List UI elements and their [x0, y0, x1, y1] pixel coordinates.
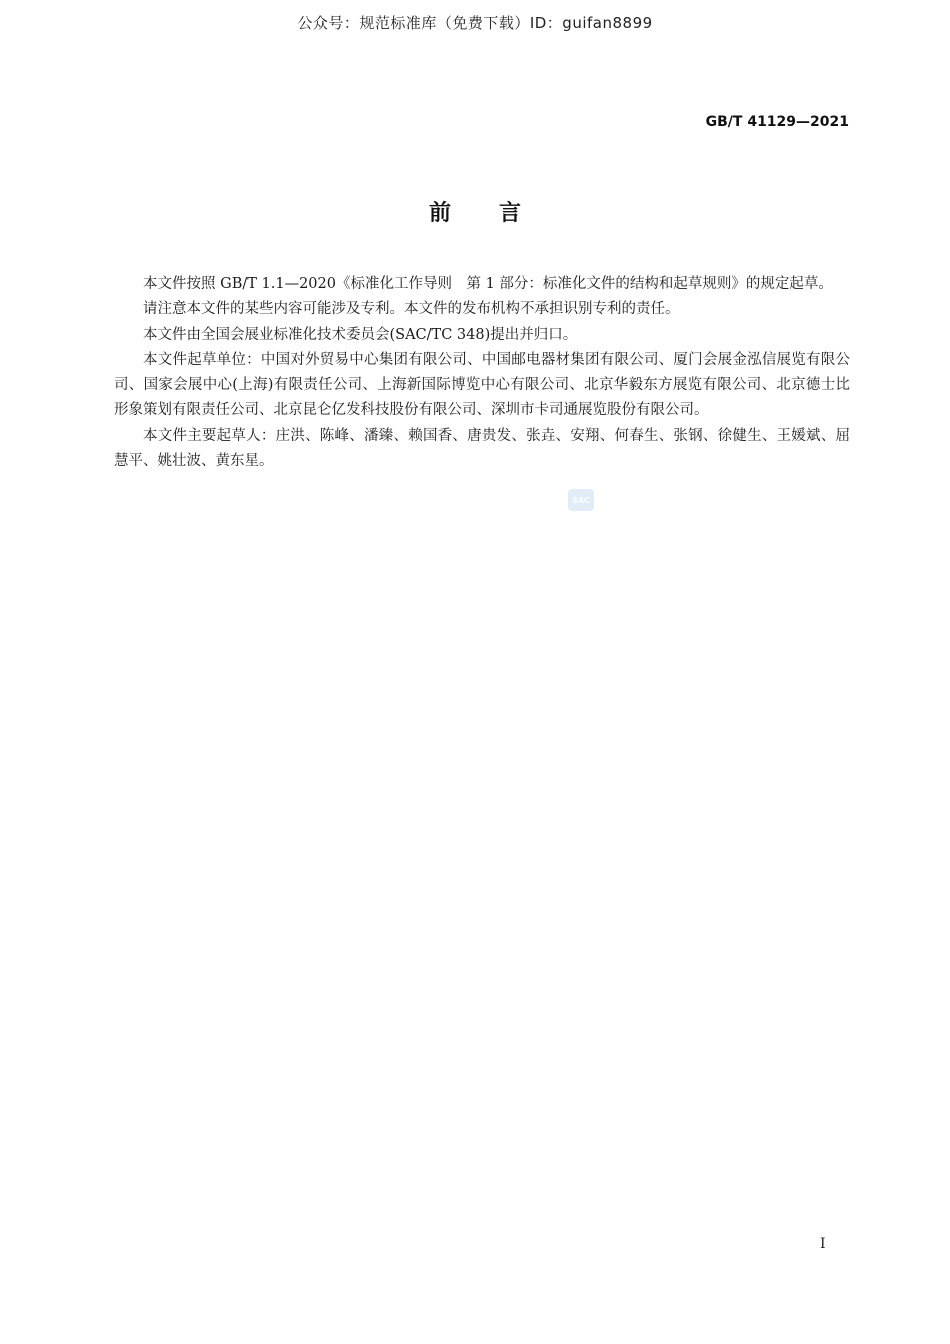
foreword-body [114, 272, 850, 474]
paragraph-drafters: 本文件主要起草人：庄洪、陈峰、潘臻、赖国香、唐贵发、张垚、安翔、何春生、张钢、徐健生、王媛斌、屈慧平、姚壮波、黄东星。 [114, 427, 850, 470]
watermark-header: 公众号：规范标准库（免费下载）ID：guifan8899 [297, 14, 653, 32]
paragraph-drafting-units: 本文件起草单位：中国对外贸易中心集团有限公司、中国邮电器材集团有限公司、厦门会展金泓信展览有限公司、国家会展中心(上海)有限责任公司、上海新国际博览中心有限公司、北京华毅东方展览有限公司、北京德士比形象策划有限责任公司、北京昆仑亿发科技股份有限公司、深圳市卡司通展览股份有限公司。 [114, 351, 850, 419]
paragraph-committee: 本文件由全国会展业标准化技术委员会(SAC/TC 348)提出并归口。 [143, 326, 578, 343]
paragraph-drafting-rule: 本文件按照 GB/T 1.1—2020《标准化工作导则 第 1 部分：标准化文件的结构和起草规则》的规定起草。 [143, 276, 833, 292]
sac-seal-watermark: SAC [568, 489, 594, 511]
page-number: I [820, 1236, 826, 1252]
page-title: 前言 [428, 201, 569, 226]
standard-number: GB/T 41129—2021 [705, 114, 849, 130]
paragraph-patent-notice: 请注意本文件的某些内容可能涉及专利。本文件的发布机构不承担识别专利的责任。 [143, 301, 680, 318]
